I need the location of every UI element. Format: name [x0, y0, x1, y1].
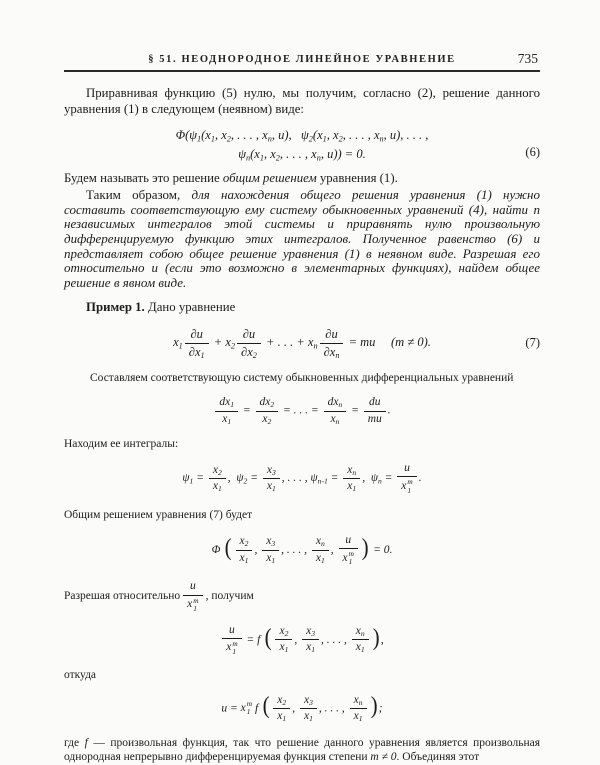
equation-7-line: $x_1$ $\frac{\partial u}{\partial x_1}$ + $x_2$ $\frac{\partial u}{\partial x_2}$ + . . . + $x_n$ $\frac{\partial u}{\partial x_n}$ = mu (m ≠ 0). [173, 327, 431, 360]
header-rule [64, 70, 540, 72]
equation-6-number: (6) [525, 145, 540, 160]
equation-6-line-1: $\Phi(\psi_1(x_1$, $x_2$, . . . , $x_n$, u), $\psi_2(x_1$, $x_2$, . . . , $x_n$, u), . . . , [175, 128, 429, 144]
equation-6-line-2: $\psi_n(x_1$, $x_2$, . . . , $x_n$, u)) = 0. [238, 147, 366, 163]
equation-phi [64, 532, 540, 568]
equation-integrals [64, 460, 540, 496]
equation-f-implicit-line: u x m 1 = f ( $\frac{x_2}{x_1}$ , $\frac{x_3}{x_1}$ , . . . , $\frac{x_n}{x_1}$ ) , [64, 622, 540, 658]
page-number: 735 [517, 51, 538, 66]
equation-system-line: $\frac{dx_1}{x_1}$ = $\frac{dx_2}{x_2}$ = . . . = $\frac{dx_n}{x_n}$ = $\frac{du}{mu}$ . [64, 394, 540, 427]
section-title: § 51. НЕОДНОРОДНОЕ ЛИНЕЙНОЕ УРАВНЕНИЕ [148, 54, 456, 65]
equation-integrals-line: $\psi_1$ = $\frac{x_2}{x_1}$ , $\psi_2$ = $\frac{x_3}{x_1}$ , . . . , $\psi_{n-1}$ = $\frac{x_n}{x_1}$ , $\psi_n$ = u x m 1 . [182, 462, 422, 495]
paragraph-compose-system: Составляем соответствующую систему обыкновенных дифференциальных уравнений [90, 372, 514, 384]
page-header [64, 51, 540, 66]
paragraph-general-solution: Общим решением уравнения (7) будет [64, 508, 253, 521]
paragraph-find-integrals: Находим ее интегралы: [64, 437, 179, 450]
equation-u-explicit-line: u = x m 1 f ( $\frac{x_2}{x_1}$ , $\frac{x_3}{x_1}$ , . . . , $\frac{x_n}{x_1}$ ) ; [221, 692, 383, 723]
paragraph-solving-for: Разрешая относительно u x m 1 , получим [64, 580, 254, 613]
equation-phi-line: Φ ( $\frac{x_2}{x_1}$ , $\frac{x_3}{x_1}$ , . . . , $\frac{x_n}{x_1}$ , u x m 1 ) = 0. [211, 533, 393, 567]
paragraph-intro: Приравнивая функцию (5) нулю, мы получим, согласно (2), решение данного уравнения (1) в следующем (неявном) виде: [64, 86, 540, 116]
paragraph-footer: где f — произвольная функция, так что решение данного уравнения является произвольная однородная непрерывно дифференцируемая функция степени m ≠ 0. Объединяя этот [64, 737, 540, 764]
equation-7 [64, 325, 540, 361]
equation-f-implicit [64, 622, 540, 658]
equation-6 [64, 126, 540, 164]
paragraph-whence: откуда [64, 669, 97, 682]
equation-7-number: (7) [525, 335, 540, 350]
paragraph-call-general: Будем называть это решение общим решением уравнения (1). [64, 171, 398, 186]
paragraph-thus: Таким образом, для нахождения общего решения уравнения (1) нужно составить соответствующую ему систему обыкновенных уравнений (4), найти n независимых интегралов этой системы и приравнять нулю произвольную дифференцируемую функцию этих интегралов. Полученное равенство (6) и представляет собою общее решение уравнения (1) в неявном виде. Разрешая его относительно u (если это возможно в элементарных функциях), найдем общее решение в явном виде. [64, 186, 540, 290]
example-heading: Пример 1. Дано уравнение [86, 299, 236, 314]
equation-system [64, 394, 540, 427]
equation-u-explicit [64, 692, 540, 725]
